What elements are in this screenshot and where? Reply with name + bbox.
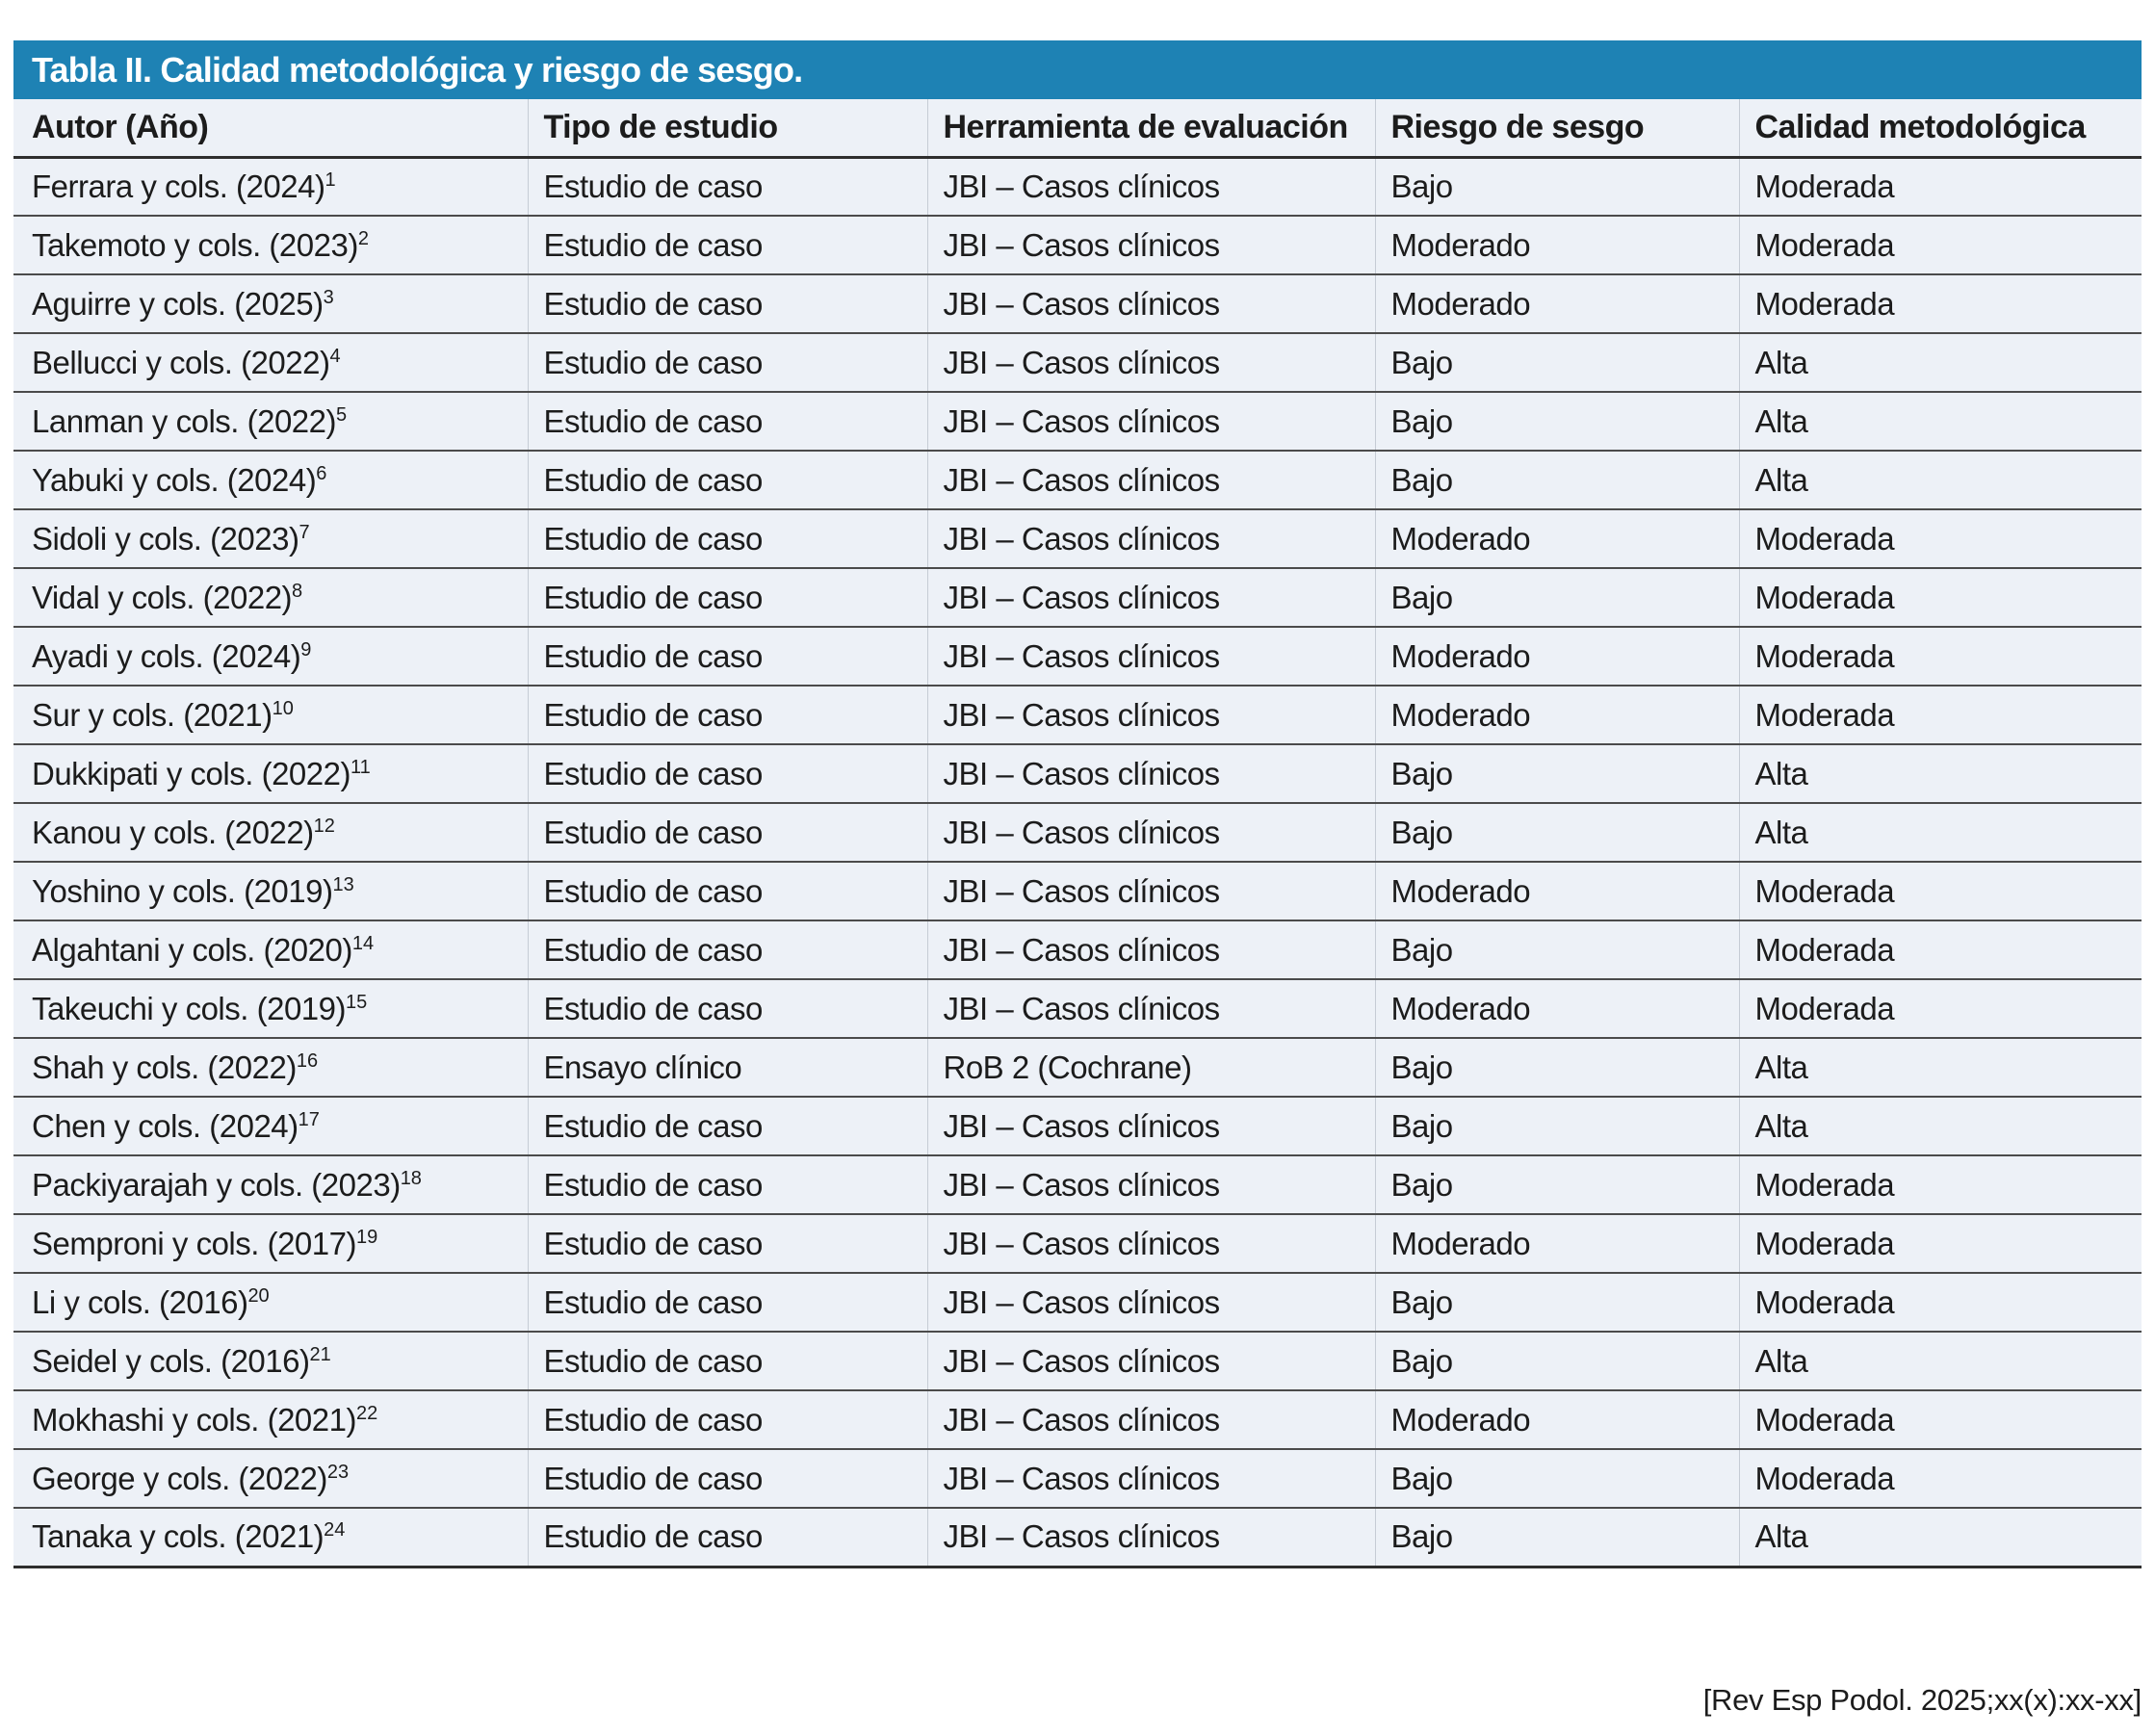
table-row bbox=[13, 1390, 2142, 1449]
reference-superscript: 13 bbox=[332, 873, 354, 895]
author-text: Lanman y cols. (2022) bbox=[32, 402, 337, 439]
cell-tipo: Estudio de caso bbox=[528, 392, 927, 451]
cell-tipo: Estudio de caso bbox=[528, 979, 927, 1038]
author-text: Sidoli y cols. (2023) bbox=[32, 520, 299, 557]
cell-riesgo: Moderado bbox=[1375, 862, 1739, 920]
cell-author bbox=[13, 1273, 528, 1332]
cell-riesgo: Bajo bbox=[1375, 1097, 1739, 1155]
cell-herramienta: JBI – Casos clínicos bbox=[927, 920, 1375, 979]
cell-calidad: Moderada bbox=[1739, 216, 2142, 274]
table-row bbox=[13, 1214, 2142, 1273]
table-row bbox=[13, 803, 2142, 862]
cell-herramienta: JBI – Casos clínicos bbox=[927, 1273, 1375, 1332]
reference-superscript: 9 bbox=[300, 638, 312, 661]
col-header-riesgo: Riesgo de sesgo bbox=[1375, 99, 1739, 157]
cell-herramienta: JBI – Casos clínicos bbox=[927, 274, 1375, 333]
cell-riesgo: Bajo bbox=[1375, 157, 1739, 216]
table-row bbox=[13, 1508, 2142, 1567]
cell-author bbox=[13, 1214, 528, 1273]
reference-superscript: 16 bbox=[296, 1049, 319, 1072]
cell-tipo: Estudio de caso bbox=[528, 1273, 927, 1332]
author-text: Yoshino y cols. (2019) bbox=[32, 872, 333, 909]
cell-calidad: Moderada bbox=[1739, 274, 2142, 333]
cell-riesgo: Bajo bbox=[1375, 1508, 1739, 1567]
cell-author bbox=[13, 216, 528, 274]
author-text: Ferrara y cols. (2024) bbox=[32, 168, 325, 204]
cell-riesgo: Bajo bbox=[1375, 568, 1739, 627]
reference-superscript: 14 bbox=[351, 932, 375, 954]
cell-herramienta: JBI – Casos clínicos bbox=[927, 392, 1375, 451]
cell-riesgo: Bajo bbox=[1375, 1332, 1739, 1390]
reference-superscript: 12 bbox=[313, 815, 335, 837]
cell-herramienta: JBI – Casos clínicos bbox=[927, 862, 1375, 920]
cell-author bbox=[13, 1332, 528, 1390]
reference-superscript: 22 bbox=[355, 1402, 378, 1424]
table-row bbox=[13, 274, 2142, 333]
cell-author bbox=[13, 157, 528, 216]
cell-tipo: Estudio de caso bbox=[528, 216, 927, 274]
cell-riesgo: Bajo bbox=[1375, 392, 1739, 451]
cell-calidad: Alta bbox=[1739, 1038, 2142, 1097]
cell-author bbox=[13, 627, 528, 686]
cell-herramienta: JBI – Casos clínicos bbox=[927, 627, 1375, 686]
cell-calidad: Moderada bbox=[1739, 686, 2142, 744]
reference-superscript: 2 bbox=[357, 227, 369, 249]
author-text: Aguirre y cols. (2025) bbox=[32, 285, 324, 322]
cell-calidad: Moderada bbox=[1739, 1155, 2142, 1214]
reference-superscript: 21 bbox=[309, 1343, 331, 1365]
reference-superscript: 11 bbox=[350, 756, 371, 778]
author-text: Seidel y cols. (2016) bbox=[32, 1342, 310, 1379]
cell-herramienta: JBI – Casos clínicos bbox=[927, 568, 1375, 627]
cell-calidad: Alta bbox=[1739, 1332, 2142, 1390]
author-text: Tanaka y cols. (2021) bbox=[32, 1518, 325, 1555]
author-text: Shah y cols. (2022) bbox=[32, 1049, 297, 1085]
table-row bbox=[13, 157, 2142, 216]
cell-riesgo: Bajo bbox=[1375, 1449, 1739, 1508]
author-text: Li y cols. (2016) bbox=[32, 1283, 248, 1320]
cell-author bbox=[13, 803, 528, 862]
cell-calidad: Alta bbox=[1739, 1508, 2142, 1567]
table-row bbox=[13, 568, 2142, 627]
author-text: Kanou y cols. (2022) bbox=[32, 814, 314, 850]
reference-superscript: 6 bbox=[316, 462, 327, 484]
cell-calidad: Alta bbox=[1739, 392, 2142, 451]
cell-calidad: Moderada bbox=[1739, 1449, 2142, 1508]
table-row bbox=[13, 686, 2142, 744]
cell-herramienta: JBI – Casos clínicos bbox=[927, 1155, 1375, 1214]
cell-calidad: Moderada bbox=[1739, 979, 2142, 1038]
cell-tipo: Estudio de caso bbox=[528, 1155, 927, 1214]
table-row bbox=[13, 1273, 2142, 1332]
cell-calidad: Moderada bbox=[1739, 509, 2142, 568]
cell-calidad: Moderada bbox=[1739, 568, 2142, 627]
reference-superscript: 7 bbox=[299, 521, 310, 543]
cell-calidad: Alta bbox=[1739, 744, 2142, 803]
table-header bbox=[13, 99, 2142, 157]
cell-tipo: Estudio de caso bbox=[528, 803, 927, 862]
cell-riesgo: Moderado bbox=[1375, 627, 1739, 686]
cell-tipo: Estudio de caso bbox=[528, 1097, 927, 1155]
cell-herramienta: JBI – Casos clínicos bbox=[927, 333, 1375, 392]
cell-riesgo: Moderado bbox=[1375, 1214, 1739, 1273]
cell-herramienta: JBI – Casos clínicos bbox=[927, 1097, 1375, 1155]
author-text: Ayadi y cols. (2024) bbox=[32, 637, 301, 674]
cell-herramienta: JBI – Casos clínicos bbox=[927, 1214, 1375, 1273]
author-text: Takeuchi y cols. (2019) bbox=[32, 990, 346, 1026]
cell-herramienta: JBI – Casos clínicos bbox=[927, 1508, 1375, 1567]
cell-riesgo: Bajo bbox=[1375, 1038, 1739, 1097]
cell-author bbox=[13, 274, 528, 333]
cell-riesgo: Moderado bbox=[1375, 216, 1739, 274]
table-row bbox=[13, 862, 2142, 920]
cell-tipo: Estudio de caso bbox=[528, 274, 927, 333]
cell-herramienta: JBI – Casos clínicos bbox=[927, 1449, 1375, 1508]
cell-tipo: Ensayo clínico bbox=[528, 1038, 927, 1097]
cell-riesgo: Moderado bbox=[1375, 979, 1739, 1038]
cell-herramienta: RoB 2 (Cochrane) bbox=[927, 1038, 1375, 1097]
cell-tipo: Estudio de caso bbox=[528, 1449, 927, 1508]
cell-herramienta: JBI – Casos clínicos bbox=[927, 803, 1375, 862]
cell-herramienta: JBI – Casos clínicos bbox=[927, 979, 1375, 1038]
reference-superscript: 4 bbox=[329, 345, 341, 367]
table-row bbox=[13, 920, 2142, 979]
author-text: Dukkipati y cols. (2022) bbox=[32, 755, 351, 791]
cell-herramienta: JBI – Casos clínicos bbox=[927, 451, 1375, 509]
cell-tipo: Estudio de caso bbox=[528, 627, 927, 686]
cell-calidad: Moderada bbox=[1739, 920, 2142, 979]
cell-author bbox=[13, 1155, 528, 1214]
reference-superscript: 19 bbox=[355, 1226, 378, 1248]
cell-author bbox=[13, 920, 528, 979]
table-title: Tabla II. Calidad metodológica y riesgo de sesgo. bbox=[13, 40, 2142, 99]
author-text: Semproni y cols. (2017) bbox=[32, 1225, 356, 1261]
cell-riesgo: Bajo bbox=[1375, 744, 1739, 803]
cell-calidad: Moderada bbox=[1739, 862, 2142, 920]
reference-superscript: 15 bbox=[346, 991, 368, 1013]
cell-riesgo: Bajo bbox=[1375, 1273, 1739, 1332]
reference-superscript: 3 bbox=[323, 286, 334, 308]
cell-tipo: Estudio de caso bbox=[528, 1390, 927, 1449]
author-text: Algahtani y cols. (2020) bbox=[32, 931, 352, 968]
cell-tipo: Estudio de caso bbox=[528, 451, 927, 509]
cell-riesgo: Bajo bbox=[1375, 803, 1739, 862]
col-header-calidad: Calidad metodológica bbox=[1739, 99, 2142, 157]
table-body bbox=[13, 157, 2142, 1567]
cell-author bbox=[13, 686, 528, 744]
cell-tipo: Estudio de caso bbox=[528, 920, 927, 979]
table-row bbox=[13, 333, 2142, 392]
author-text: Vidal y cols. (2022) bbox=[32, 579, 293, 615]
table-container bbox=[13, 40, 2142, 1568]
cell-tipo: Estudio de caso bbox=[528, 862, 927, 920]
author-text: Mokhashi y cols. (2021) bbox=[32, 1401, 356, 1438]
cell-author bbox=[13, 509, 528, 568]
table-row bbox=[13, 509, 2142, 568]
cell-calidad: Alta bbox=[1739, 451, 2142, 509]
cell-author bbox=[13, 1449, 528, 1508]
cell-author bbox=[13, 392, 528, 451]
reference-superscript: 24 bbox=[324, 1519, 346, 1542]
header-row bbox=[13, 99, 2142, 157]
reference-superscript: 18 bbox=[400, 1167, 422, 1189]
cell-tipo: Estudio de caso bbox=[528, 568, 927, 627]
cell-herramienta: JBI – Casos clínicos bbox=[927, 509, 1375, 568]
cell-author bbox=[13, 451, 528, 509]
cell-herramienta: JBI – Casos clínicos bbox=[927, 686, 1375, 744]
table-row bbox=[13, 627, 2142, 686]
cell-riesgo: Bajo bbox=[1375, 920, 1739, 979]
cell-author bbox=[13, 333, 528, 392]
cell-riesgo: Bajo bbox=[1375, 333, 1739, 392]
cell-author bbox=[13, 1508, 528, 1567]
col-header-herramienta: Herramienta de evaluación bbox=[927, 99, 1375, 157]
author-text: Bellucci y cols. (2022) bbox=[32, 344, 330, 380]
cell-calidad: Moderada bbox=[1739, 1273, 2142, 1332]
reference-superscript: 17 bbox=[298, 1108, 320, 1130]
cell-author bbox=[13, 862, 528, 920]
cell-tipo: Estudio de caso bbox=[528, 157, 927, 216]
author-text: Takemoto y cols. (2023) bbox=[32, 226, 358, 263]
reference-superscript: 23 bbox=[326, 1461, 350, 1483]
cell-tipo: Estudio de caso bbox=[528, 1332, 927, 1390]
cell-riesgo: Moderado bbox=[1375, 1390, 1739, 1449]
cell-tipo: Estudio de caso bbox=[528, 1508, 927, 1567]
cell-author bbox=[13, 1097, 528, 1155]
cell-tipo: Estudio de caso bbox=[528, 686, 927, 744]
cell-herramienta: JBI – Casos clínicos bbox=[927, 157, 1375, 216]
author-text: Chen y cols. (2024) bbox=[32, 1107, 299, 1144]
author-text: Yabuki y cols. (2024) bbox=[32, 461, 317, 498]
table-row bbox=[13, 451, 2142, 509]
cell-calidad: Moderada bbox=[1739, 627, 2142, 686]
cell-herramienta: JBI – Casos clínicos bbox=[927, 744, 1375, 803]
table-row bbox=[13, 1155, 2142, 1214]
col-header-tipo: Tipo de estudio bbox=[528, 99, 927, 157]
cell-riesgo: Bajo bbox=[1375, 1155, 1739, 1214]
cell-herramienta: JBI – Casos clínicos bbox=[927, 216, 1375, 274]
table-row bbox=[13, 1097, 2142, 1155]
reference-superscript: 1 bbox=[325, 168, 336, 191]
cell-calidad: Moderada bbox=[1739, 157, 2142, 216]
table-row bbox=[13, 1449, 2142, 1508]
cell-riesgo: Moderado bbox=[1375, 686, 1739, 744]
reference-superscript: 10 bbox=[272, 697, 294, 719]
cell-author bbox=[13, 979, 528, 1038]
cell-author bbox=[13, 1038, 528, 1097]
cell-author bbox=[13, 568, 528, 627]
table-row bbox=[13, 979, 2142, 1038]
cell-herramienta: JBI – Casos clínicos bbox=[927, 1332, 1375, 1390]
author-text: Packiyarajah y cols. (2023) bbox=[32, 1166, 401, 1203]
author-text: George y cols. (2022) bbox=[32, 1460, 327, 1496]
table-row bbox=[13, 744, 2142, 803]
table-row bbox=[13, 216, 2142, 274]
reference-superscript: 8 bbox=[292, 580, 303, 602]
cell-tipo: Estudio de caso bbox=[528, 333, 927, 392]
table-row bbox=[13, 1332, 2142, 1390]
cell-author bbox=[13, 1390, 528, 1449]
col-header-autor: Autor (Año) bbox=[13, 99, 528, 157]
cell-tipo: Estudio de caso bbox=[528, 744, 927, 803]
cell-riesgo: Moderado bbox=[1375, 509, 1739, 568]
cell-calidad: Alta bbox=[1739, 333, 2142, 392]
table-row bbox=[13, 392, 2142, 451]
cell-calidad: Alta bbox=[1739, 803, 2142, 862]
cell-calidad: Moderada bbox=[1739, 1390, 2142, 1449]
journal-citation: [Rev Esp Podol. 2025;xx(x):xx-xx] bbox=[1702, 1683, 2142, 1717]
cell-riesgo: Moderado bbox=[1375, 274, 1739, 333]
cell-riesgo: Bajo bbox=[1375, 451, 1739, 509]
cell-calidad: Alta bbox=[1739, 1097, 2142, 1155]
author-text: Sur y cols. (2021) bbox=[32, 696, 273, 733]
cell-calidad: Moderada bbox=[1739, 1214, 2142, 1273]
cell-tipo: Estudio de caso bbox=[528, 509, 927, 568]
cell-author bbox=[13, 744, 528, 803]
quality-table bbox=[13, 99, 2142, 1568]
table-row bbox=[13, 1038, 2142, 1097]
reference-superscript: 20 bbox=[247, 1284, 270, 1307]
reference-superscript: 5 bbox=[336, 403, 348, 426]
cell-tipo: Estudio de caso bbox=[528, 1214, 927, 1273]
cell-herramienta: JBI – Casos clínicos bbox=[927, 1390, 1375, 1449]
